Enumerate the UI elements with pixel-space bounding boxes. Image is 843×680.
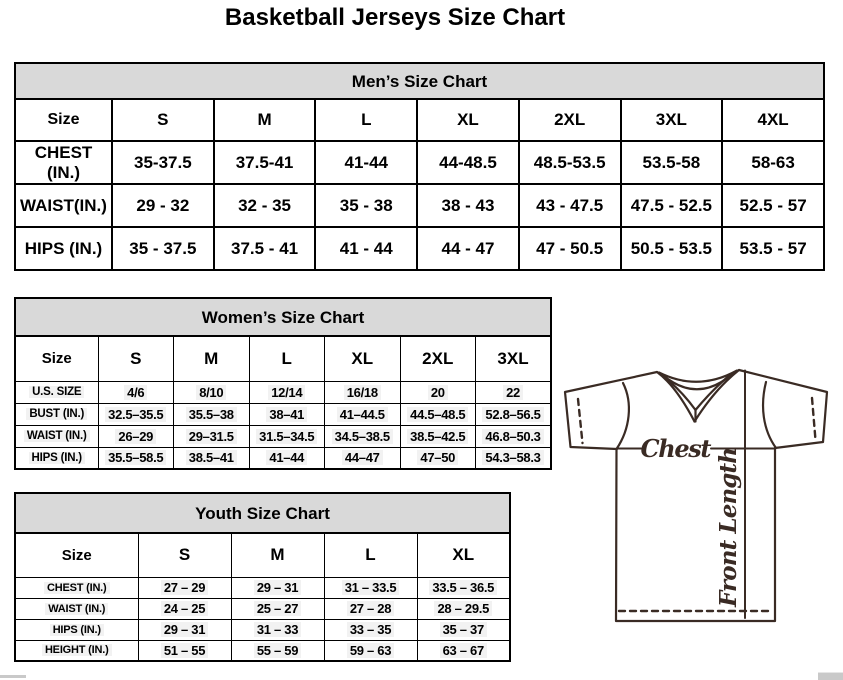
cell-value: 31.5–34.5 [249, 425, 325, 447]
cell-value: 29 – 31 [231, 577, 324, 598]
cell-value: 51 – 55 [138, 640, 231, 661]
cell-value: 37.5 - 41 [214, 227, 316, 270]
front-length-label: Front Length [715, 447, 742, 607]
table-row [15, 141, 824, 184]
cell-value: 52.5 - 57 [722, 184, 824, 227]
column-header: Size [15, 533, 138, 577]
cell-value: 33.5 – 36.5 [417, 577, 510, 598]
table-row [15, 425, 551, 447]
jersey-measurement-diagram [555, 360, 843, 632]
column-header: L [249, 336, 325, 381]
cell-value: 35 - 37.5 [112, 227, 214, 270]
cell-value: 47–50 [400, 447, 476, 469]
left-cuff-seam [578, 399, 583, 443]
row-label: WAIST (IN.) [15, 598, 138, 619]
cell-value: 31 – 33.5 [324, 577, 417, 598]
column-header: XL [417, 533, 510, 577]
cell-value: 35.5–38 [174, 403, 250, 425]
cell-value: 47.5 - 52.5 [621, 184, 723, 227]
cell-value: 44.5–48.5 [400, 403, 476, 425]
cell-value: 12/14 [249, 381, 325, 403]
row-label: WAIST(IN.) [15, 184, 112, 227]
column-header: M [231, 533, 324, 577]
table-row [15, 598, 510, 619]
cell-value: 27 – 29 [138, 577, 231, 598]
cell-value: 38 - 43 [417, 184, 519, 227]
cell-value: 35.5–58.5 [98, 447, 174, 469]
row-label: HIPS (IN.) [15, 619, 138, 640]
page-title: Basketball Jerseys Size Chart [224, 4, 566, 31]
row-label: HIPS (IN.) [15, 447, 98, 469]
cell-value: 52.8–56.5 [476, 403, 552, 425]
cell-value: 26–29 [98, 425, 174, 447]
cell-value: 50.5 - 53.5 [621, 227, 723, 270]
cell-value: 44–47 [325, 447, 401, 469]
jersey-right-sleeve [739, 370, 827, 448]
column-header: M [174, 336, 250, 381]
cell-value: 46.8–50.3 [476, 425, 552, 447]
table-row [15, 227, 824, 270]
cell-value: 24 – 25 [138, 598, 231, 619]
row-label: WAIST (IN.) [15, 425, 98, 447]
row-label: U.S. SIZE [15, 381, 98, 403]
cell-value: 29–31.5 [174, 425, 250, 447]
cell-value: 28 – 29.5 [417, 598, 510, 619]
cell-value: 8/10 [174, 381, 250, 403]
column-header: 4XL [722, 99, 824, 141]
table-row [15, 577, 510, 598]
womens-size-chart [14, 297, 552, 470]
cell-value: 63 – 67 [417, 640, 510, 661]
cell-value: 38.5–41 [174, 447, 250, 469]
column-header: 2XL [400, 336, 476, 381]
column-header: S [112, 99, 214, 141]
youth-size-chart [14, 492, 511, 662]
column-header-row [15, 533, 510, 577]
cell-value: 59 – 63 [324, 640, 417, 661]
column-header: XL [417, 99, 519, 141]
cell-value: 35 – 37 [417, 619, 510, 640]
column-header-row [15, 99, 824, 141]
mens-size-chart [14, 62, 825, 271]
cell-value: 58-63 [722, 141, 824, 184]
column-header: S [98, 336, 174, 381]
jersey-collar [657, 370, 739, 422]
cell-value: 53.5 - 57 [722, 227, 824, 270]
table-row [15, 381, 551, 403]
mens-size-chart-title: Men’s Size Chart [14, 62, 825, 100]
cell-value: 41 - 44 [315, 227, 417, 270]
cell-value: 41–44.5 [325, 403, 401, 425]
column-header-row [15, 336, 551, 381]
column-header: L [324, 533, 417, 577]
mens-size-table [14, 98, 825, 271]
cell-value: 53.5-58 [621, 141, 723, 184]
table-row [15, 640, 510, 661]
cell-value: 31 – 33 [231, 619, 324, 640]
column-header: Size [15, 336, 98, 381]
youth-size-table [14, 532, 511, 662]
cell-value: 54.3–58.3 [476, 447, 552, 469]
womens-size-table [14, 335, 552, 470]
cell-value: 43 - 47.5 [519, 184, 621, 227]
cell-value: 44-48.5 [417, 141, 519, 184]
cell-value: 4/6 [98, 381, 174, 403]
cell-value: 34.5–38.5 [325, 425, 401, 447]
column-header: Size [15, 99, 112, 141]
column-header: 3XL [476, 336, 552, 381]
cell-value: 37.5-41 [214, 141, 316, 184]
column-header: 3XL [621, 99, 723, 141]
column-header: XL [325, 336, 401, 381]
cell-value: 55 – 59 [231, 640, 324, 661]
table-row [15, 447, 551, 469]
column-header: 2XL [519, 99, 621, 141]
table-row [15, 184, 824, 227]
cell-value: 29 - 32 [112, 184, 214, 227]
cell-value: 41–44 [249, 447, 325, 469]
youth-size-chart-title: Youth Size Chart [14, 492, 511, 534]
right-cuff-seam [812, 398, 816, 440]
cell-value: 44 - 47 [417, 227, 519, 270]
table-row [15, 619, 510, 640]
jersey-body [616, 448, 775, 621]
cell-value: 35 - 38 [315, 184, 417, 227]
cell-value: 35-37.5 [112, 141, 214, 184]
row-label: CHEST (IN.) [15, 577, 138, 598]
cell-value: 27 – 28 [324, 598, 417, 619]
row-label: HIPS (IN.) [15, 227, 112, 270]
cell-value: 25 – 27 [231, 598, 324, 619]
column-header: L [315, 99, 417, 141]
cell-value: 20 [400, 381, 476, 403]
row-label: HEIGHT (IN.) [15, 640, 138, 661]
chest-label: Chest [640, 434, 712, 463]
cell-value: 48.5-53.5 [519, 141, 621, 184]
column-header: S [138, 533, 231, 577]
table-row [15, 403, 551, 425]
cell-value: 16/18 [325, 381, 401, 403]
cell-value: 41-44 [315, 141, 417, 184]
womens-size-chart-title: Women’s Size Chart [14, 297, 552, 337]
cell-value: 32 - 35 [214, 184, 316, 227]
cell-value: 33 – 35 [324, 619, 417, 640]
row-label: CHEST (IN.) [15, 141, 112, 184]
column-header: M [214, 99, 316, 141]
cell-value: 29 – 31 [138, 619, 231, 640]
cell-value: 38.5–42.5 [400, 425, 476, 447]
row-label: BUST (IN.) [15, 403, 98, 425]
cell-value: 38–41 [249, 403, 325, 425]
scrollbar-fragment-left[interactable] [0, 675, 26, 678]
cell-value: 32.5–35.5 [98, 403, 174, 425]
cell-value: 22 [476, 381, 552, 403]
cell-value: 47 - 50.5 [519, 227, 621, 270]
